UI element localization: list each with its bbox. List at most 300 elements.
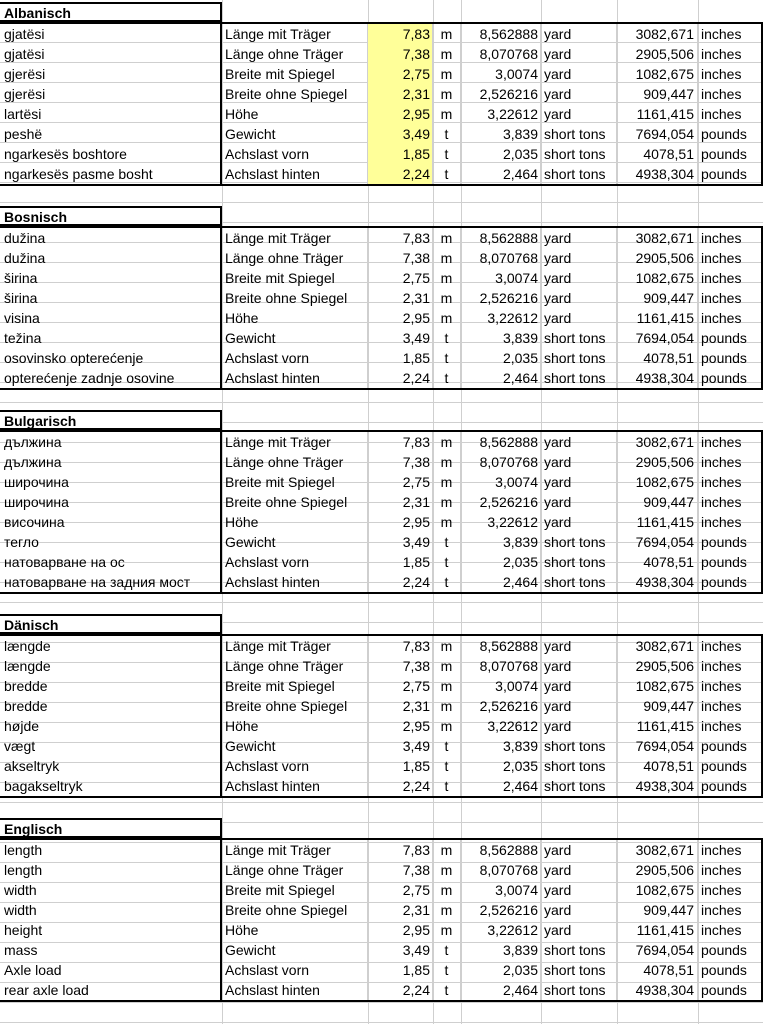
converted-value-cell[interactable]: 2,526216 <box>461 288 541 308</box>
imperial-value-cell[interactable]: 4938,304 <box>617 368 698 388</box>
metric-unit-cell[interactable]: m <box>433 880 461 900</box>
section-header-cell[interactable] <box>0 206 222 226</box>
imperial-unit-cell[interactable]: inches <box>698 452 763 472</box>
metric-value-cell[interactable]: 7,38 <box>368 452 433 472</box>
metric-value-cell[interactable]: 1,85 <box>368 756 433 776</box>
converted-unit-cell[interactable]: yard <box>541 288 617 308</box>
language-term-cell[interactable]: vægt <box>0 736 222 756</box>
imperial-unit-cell[interactable]: pounds <box>698 328 763 348</box>
imperial-value-cell[interactable]: 4938,304 <box>617 572 698 592</box>
language-term-cell[interactable]: akseltryk <box>0 756 222 776</box>
metric-unit-cell[interactable]: m <box>433 696 461 716</box>
language-term-cell[interactable]: lartësi <box>0 104 222 124</box>
metric-unit-cell[interactable]: m <box>433 248 461 268</box>
language-term-cell[interactable]: peshë <box>0 124 222 144</box>
imperial-unit-cell[interactable]: inches <box>698 676 763 696</box>
metric-value-cell[interactable]: 2,24 <box>368 368 433 388</box>
imperial-value-cell[interactable]: 909,447 <box>617 492 698 512</box>
metric-unit-cell[interactable]: m <box>433 472 461 492</box>
metric-unit-cell[interactable]: m <box>433 656 461 676</box>
converted-unit-cell[interactable]: yard <box>541 492 617 512</box>
imperial-value-cell[interactable]: 7694,054 <box>617 736 698 756</box>
imperial-value-cell[interactable]: 4078,51 <box>617 960 698 980</box>
language-term-cell[interactable]: тегло <box>0 532 222 552</box>
imperial-unit-cell[interactable]: inches <box>698 472 763 492</box>
converted-value-cell[interactable]: 2,464 <box>461 572 541 592</box>
imperial-unit-cell[interactable]: inches <box>698 104 763 124</box>
german-label-cell[interactable]: Achslast vorn <box>222 144 368 164</box>
language-term-cell[interactable]: ngarkesës boshtore <box>0 144 222 164</box>
imperial-unit-cell[interactable]: pounds <box>698 368 763 388</box>
converted-unit-cell[interactable]: yard <box>541 24 617 44</box>
imperial-unit-cell[interactable]: pounds <box>698 736 763 756</box>
imperial-value-cell[interactable]: 1161,415 <box>617 920 698 940</box>
imperial-unit-cell[interactable]: pounds <box>698 960 763 980</box>
metric-unit-cell[interactable]: m <box>433 920 461 940</box>
imperial-unit-cell[interactable]: inches <box>698 512 763 532</box>
imperial-unit-cell[interactable]: pounds <box>698 980 763 1000</box>
imperial-value-cell[interactable]: 3082,671 <box>617 636 698 656</box>
converted-unit-cell[interactable]: yard <box>541 512 617 532</box>
converted-unit-cell[interactable]: short tons <box>541 348 617 368</box>
german-label-cell[interactable]: Breite ohne Spiegel <box>222 288 368 308</box>
converted-unit-cell[interactable]: short tons <box>541 144 617 164</box>
metric-value-cell[interactable]: 7,38 <box>368 656 433 676</box>
metric-value-cell[interactable]: 7,83 <box>368 636 433 656</box>
converted-value-cell[interactable]: 3,0074 <box>461 268 541 288</box>
converted-unit-cell[interactable]: yard <box>541 248 617 268</box>
converted-value-cell[interactable]: 3,0074 <box>461 880 541 900</box>
metric-unit-cell[interactable]: m <box>433 452 461 472</box>
imperial-unit-cell[interactable]: inches <box>698 900 763 920</box>
converted-value-cell[interactable]: 8,562888 <box>461 24 541 44</box>
imperial-unit-cell[interactable]: pounds <box>698 164 763 184</box>
metric-value-cell[interactable]: 2,75 <box>368 880 433 900</box>
metric-unit-cell[interactable]: t <box>433 572 461 592</box>
converted-value-cell[interactable]: 3,839 <box>461 328 541 348</box>
converted-value-cell[interactable]: 2,526216 <box>461 696 541 716</box>
converted-unit-cell[interactable]: yard <box>541 840 617 860</box>
converted-unit-cell[interactable]: yard <box>541 452 617 472</box>
metric-unit-cell[interactable]: t <box>433 124 461 144</box>
language-term-cell[interactable]: Axle load <box>0 960 222 980</box>
converted-unit-cell[interactable]: yard <box>541 84 617 104</box>
language-term-cell[interactable]: length <box>0 860 222 880</box>
converted-value-cell[interactable]: 3,22612 <box>461 512 541 532</box>
german-label-cell[interactable]: Gewicht <box>222 940 368 960</box>
metric-unit-cell[interactable]: m <box>433 64 461 84</box>
metric-unit-cell[interactable]: m <box>433 308 461 328</box>
converted-value-cell[interactable]: 3,0074 <box>461 676 541 696</box>
converted-unit-cell[interactable]: short tons <box>541 940 617 960</box>
german-label-cell[interactable]: Höhe <box>222 308 368 328</box>
language-term-cell[interactable]: gjatësi <box>0 44 222 64</box>
german-label-cell[interactable]: Gewicht <box>222 736 368 756</box>
language-term-cell[interactable]: width <box>0 900 222 920</box>
german-label-cell[interactable]: Länge ohne Träger <box>222 452 368 472</box>
converted-value-cell[interactable]: 3,839 <box>461 124 541 144</box>
converted-value-cell[interactable]: 2,035 <box>461 756 541 776</box>
metric-unit-cell[interactable]: t <box>433 368 461 388</box>
metric-value-cell[interactable]: 2,24 <box>368 980 433 1000</box>
converted-unit-cell[interactable]: yard <box>541 900 617 920</box>
converted-value-cell[interactable]: 3,0074 <box>461 64 541 84</box>
metric-unit-cell[interactable]: m <box>433 512 461 532</box>
imperial-value-cell[interactable]: 2905,506 <box>617 656 698 676</box>
metric-unit-cell[interactable]: m <box>433 860 461 880</box>
imperial-unit-cell[interactable]: pounds <box>698 572 763 592</box>
language-term-cell[interactable]: længde <box>0 656 222 676</box>
metric-unit-cell[interactable]: t <box>433 348 461 368</box>
converted-unit-cell[interactable]: short tons <box>541 980 617 1000</box>
converted-value-cell[interactable]: 3,839 <box>461 940 541 960</box>
imperial-unit-cell[interactable]: pounds <box>698 776 763 796</box>
german-label-cell[interactable]: Höhe <box>222 716 368 736</box>
metric-unit-cell[interactable]: t <box>433 328 461 348</box>
metric-value-cell[interactable]: 2,24 <box>368 164 433 184</box>
converted-unit-cell[interactable]: short tons <box>541 572 617 592</box>
metric-value-cell[interactable]: 2,95 <box>368 716 433 736</box>
metric-value-cell[interactable]: 2,31 <box>368 492 433 512</box>
converted-unit-cell[interactable]: yard <box>541 64 617 84</box>
metric-value-cell[interactable]: 1,85 <box>368 348 433 368</box>
converted-value-cell[interactable]: 8,562888 <box>461 636 541 656</box>
metric-value-cell[interactable]: 7,38 <box>368 860 433 880</box>
german-label-cell[interactable]: Länge ohne Träger <box>222 248 368 268</box>
imperial-value-cell[interactable]: 1082,675 <box>617 676 698 696</box>
german-label-cell[interactable]: Länge mit Träger <box>222 24 368 44</box>
metric-value-cell[interactable]: 2,31 <box>368 696 433 716</box>
language-term-cell[interactable]: højde <box>0 716 222 736</box>
imperial-unit-cell[interactable]: inches <box>698 716 763 736</box>
imperial-unit-cell[interactable]: pounds <box>698 348 763 368</box>
metric-unit-cell[interactable]: m <box>433 900 461 920</box>
converted-unit-cell[interactable]: yard <box>541 656 617 676</box>
german-label-cell[interactable]: Breite mit Spiegel <box>222 64 368 84</box>
metric-unit-cell[interactable]: m <box>433 716 461 736</box>
converted-value-cell[interactable]: 2,526216 <box>461 900 541 920</box>
metric-unit-cell[interactable]: t <box>433 940 461 960</box>
german-label-cell[interactable]: Achslast hinten <box>222 368 368 388</box>
german-label-cell[interactable]: Achslast vorn <box>222 960 368 980</box>
imperial-value-cell[interactable]: 4078,51 <box>617 552 698 572</box>
language-term-cell[interactable]: širina <box>0 268 222 288</box>
metric-unit-cell[interactable]: t <box>433 960 461 980</box>
language-term-cell[interactable]: height <box>0 920 222 940</box>
converted-value-cell[interactable]: 8,070768 <box>461 44 541 64</box>
imperial-unit-cell[interactable]: inches <box>698 248 763 268</box>
language-term-cell[interactable]: osovinsko opterećenje <box>0 348 222 368</box>
imperial-unit-cell[interactable]: inches <box>698 840 763 860</box>
imperial-value-cell[interactable]: 4938,304 <box>617 776 698 796</box>
imperial-value-cell[interactable]: 1082,675 <box>617 64 698 84</box>
imperial-value-cell[interactable]: 909,447 <box>617 900 698 920</box>
converted-value-cell[interactable]: 3,22612 <box>461 104 541 124</box>
imperial-unit-cell[interactable]: pounds <box>698 552 763 572</box>
imperial-unit-cell[interactable]: inches <box>698 492 763 512</box>
language-term-cell[interactable]: dužina <box>0 228 222 248</box>
converted-value-cell[interactable]: 2,464 <box>461 164 541 184</box>
language-term-cell[interactable]: натоварване на задния мост <box>0 572 222 592</box>
converted-value-cell[interactable]: 3,839 <box>461 532 541 552</box>
metric-unit-cell[interactable]: m <box>433 288 461 308</box>
metric-unit-cell[interactable]: m <box>433 840 461 860</box>
converted-value-cell[interactable]: 3,22612 <box>461 308 541 328</box>
converted-value-cell[interactable]: 3,839 <box>461 736 541 756</box>
converted-unit-cell[interactable]: short tons <box>541 552 617 572</box>
language-term-cell[interactable]: ngarkesës pasme bosht <box>0 164 222 184</box>
imperial-value-cell[interactable]: 909,447 <box>617 696 698 716</box>
converted-unit-cell[interactable]: short tons <box>541 960 617 980</box>
imperial-value-cell[interactable]: 1161,415 <box>617 716 698 736</box>
metric-unit-cell[interactable]: t <box>433 756 461 776</box>
german-label-cell[interactable]: Gewicht <box>222 328 368 348</box>
imperial-unit-cell[interactable]: pounds <box>698 532 763 552</box>
converted-value-cell[interactable]: 2,035 <box>461 144 541 164</box>
converted-unit-cell[interactable]: yard <box>541 44 617 64</box>
converted-unit-cell[interactable]: yard <box>541 432 617 452</box>
converted-value-cell[interactable]: 8,070768 <box>461 248 541 268</box>
german-label-cell[interactable]: Gewicht <box>222 124 368 144</box>
imperial-unit-cell[interactable]: pounds <box>698 144 763 164</box>
language-term-cell[interactable]: натоварване на ос <box>0 552 222 572</box>
converted-unit-cell[interactable]: short tons <box>541 124 617 144</box>
converted-unit-cell[interactable]: yard <box>541 696 617 716</box>
language-term-cell[interactable]: mass <box>0 940 222 960</box>
converted-unit-cell[interactable]: short tons <box>541 328 617 348</box>
german-label-cell[interactable]: Breite mit Spiegel <box>222 880 368 900</box>
converted-value-cell[interactable]: 8,562888 <box>461 432 541 452</box>
metric-unit-cell[interactable]: t <box>433 532 461 552</box>
language-term-cell[interactable]: længde <box>0 636 222 656</box>
imperial-value-cell[interactable]: 2905,506 <box>617 860 698 880</box>
converted-unit-cell[interactable]: short tons <box>541 368 617 388</box>
metric-value-cell[interactable]: 7,83 <box>368 24 433 44</box>
imperial-unit-cell[interactable]: inches <box>698 920 763 940</box>
imperial-value-cell[interactable]: 1082,675 <box>617 268 698 288</box>
converted-value-cell[interactable]: 2,526216 <box>461 84 541 104</box>
language-term-cell[interactable]: width <box>0 880 222 900</box>
imperial-value-cell[interactable]: 1161,415 <box>617 308 698 328</box>
imperial-unit-cell[interactable]: inches <box>698 696 763 716</box>
metric-unit-cell[interactable]: m <box>433 636 461 656</box>
german-label-cell[interactable]: Gewicht <box>222 532 368 552</box>
metric-unit-cell[interactable]: t <box>433 776 461 796</box>
metric-value-cell[interactable]: 2,24 <box>368 776 433 796</box>
language-term-cell[interactable]: дължина <box>0 432 222 452</box>
german-label-cell[interactable]: Achslast hinten <box>222 572 368 592</box>
section-header-cell[interactable] <box>0 410 222 430</box>
german-label-cell[interactable]: Breite ohne Spiegel <box>222 900 368 920</box>
metric-unit-cell[interactable]: m <box>433 24 461 44</box>
converted-unit-cell[interactable]: yard <box>541 860 617 880</box>
german-label-cell[interactable]: Höhe <box>222 104 368 124</box>
german-label-cell[interactable]: Länge mit Träger <box>222 840 368 860</box>
metric-value-cell[interactable]: 2,75 <box>368 268 433 288</box>
imperial-value-cell[interactable]: 4078,51 <box>617 348 698 368</box>
metric-value-cell[interactable]: 2,95 <box>368 512 433 532</box>
metric-unit-cell[interactable]: m <box>433 432 461 452</box>
language-term-cell[interactable]: широчина <box>0 472 222 492</box>
german-label-cell[interactable]: Länge ohne Träger <box>222 44 368 64</box>
german-label-cell[interactable]: Breite ohne Spiegel <box>222 492 368 512</box>
german-label-cell[interactable]: Achslast vorn <box>222 348 368 368</box>
imperial-unit-cell[interactable]: inches <box>698 268 763 288</box>
metric-unit-cell[interactable]: m <box>433 268 461 288</box>
metric-unit-cell[interactable]: m <box>433 228 461 248</box>
imperial-value-cell[interactable]: 4078,51 <box>617 144 698 164</box>
imperial-unit-cell[interactable]: inches <box>698 656 763 676</box>
language-term-cell[interactable]: težina <box>0 328 222 348</box>
german-label-cell[interactable]: Breite mit Spiegel <box>222 472 368 492</box>
converted-value-cell[interactable]: 8,070768 <box>461 452 541 472</box>
imperial-unit-cell[interactable]: inches <box>698 636 763 656</box>
imperial-value-cell[interactable]: 2905,506 <box>617 452 698 472</box>
language-term-cell[interactable]: length <box>0 840 222 860</box>
converted-value-cell[interactable]: 2,035 <box>461 552 541 572</box>
imperial-value-cell[interactable]: 1082,675 <box>617 880 698 900</box>
metric-value-cell[interactable]: 2,95 <box>368 308 433 328</box>
imperial-value-cell[interactable]: 3082,671 <box>617 432 698 452</box>
converted-unit-cell[interactable]: yard <box>541 228 617 248</box>
metric-unit-cell[interactable]: m <box>433 84 461 104</box>
language-term-cell[interactable]: rear axle load <box>0 980 222 1000</box>
metric-value-cell[interactable]: 7,38 <box>368 44 433 64</box>
language-term-cell[interactable]: visina <box>0 308 222 328</box>
imperial-unit-cell[interactable]: inches <box>698 308 763 328</box>
metric-unit-cell[interactable]: t <box>433 736 461 756</box>
german-label-cell[interactable]: Breite ohne Spiegel <box>222 84 368 104</box>
imperial-value-cell[interactable]: 909,447 <box>617 84 698 104</box>
converted-value-cell[interactable]: 2,464 <box>461 368 541 388</box>
imperial-unit-cell[interactable]: inches <box>698 228 763 248</box>
imperial-value-cell[interactable]: 3082,671 <box>617 840 698 860</box>
imperial-value-cell[interactable]: 2905,506 <box>617 248 698 268</box>
imperial-unit-cell[interactable]: inches <box>698 84 763 104</box>
imperial-unit-cell[interactable]: inches <box>698 432 763 452</box>
german-label-cell[interactable]: Achslast vorn <box>222 552 368 572</box>
german-label-cell[interactable]: Achslast hinten <box>222 776 368 796</box>
converted-unit-cell[interactable]: short tons <box>541 532 617 552</box>
metric-value-cell[interactable]: 7,83 <box>368 228 433 248</box>
converted-unit-cell[interactable]: yard <box>541 676 617 696</box>
metric-value-cell[interactable]: 1,85 <box>368 960 433 980</box>
german-label-cell[interactable]: Länge mit Träger <box>222 228 368 248</box>
imperial-value-cell[interactable]: 1161,415 <box>617 512 698 532</box>
converted-value-cell[interactable]: 8,562888 <box>461 228 541 248</box>
imperial-value-cell[interactable]: 1161,415 <box>617 104 698 124</box>
imperial-unit-cell[interactable]: inches <box>698 64 763 84</box>
metric-value-cell[interactable]: 1,85 <box>368 552 433 572</box>
german-label-cell[interactable]: Achslast hinten <box>222 980 368 1000</box>
imperial-unit-cell[interactable]: inches <box>698 24 763 44</box>
metric-unit-cell[interactable]: t <box>433 144 461 164</box>
language-term-cell[interactable]: gjerësi <box>0 64 222 84</box>
german-label-cell[interactable]: Länge mit Träger <box>222 432 368 452</box>
german-label-cell[interactable]: Breite ohne Spiegel <box>222 696 368 716</box>
converted-unit-cell[interactable]: yard <box>541 472 617 492</box>
imperial-value-cell[interactable]: 909,447 <box>617 288 698 308</box>
section-header-cell[interactable] <box>0 2 222 22</box>
converted-unit-cell[interactable]: yard <box>541 308 617 328</box>
converted-unit-cell[interactable]: short tons <box>541 756 617 776</box>
metric-unit-cell[interactable]: t <box>433 980 461 1000</box>
converted-value-cell[interactable]: 2,035 <box>461 348 541 368</box>
metric-value-cell[interactable]: 3,49 <box>368 532 433 552</box>
language-term-cell[interactable]: bredde <box>0 696 222 716</box>
metric-unit-cell[interactable]: t <box>433 552 461 572</box>
imperial-value-cell[interactable]: 3082,671 <box>617 228 698 248</box>
metric-value-cell[interactable]: 3,49 <box>368 124 433 144</box>
metric-value-cell[interactable]: 3,49 <box>368 328 433 348</box>
imperial-unit-cell[interactable]: pounds <box>698 124 763 144</box>
german-label-cell[interactable]: Länge mit Träger <box>222 636 368 656</box>
section-header-cell[interactable] <box>0 818 222 838</box>
metric-value-cell[interactable]: 2,75 <box>368 472 433 492</box>
imperial-unit-cell[interactable]: pounds <box>698 940 763 960</box>
converted-unit-cell[interactable]: short tons <box>541 776 617 796</box>
language-term-cell[interactable]: bredde <box>0 676 222 696</box>
metric-value-cell[interactable]: 1,85 <box>368 144 433 164</box>
converted-unit-cell[interactable]: short tons <box>541 164 617 184</box>
language-term-cell[interactable]: širina <box>0 288 222 308</box>
converted-value-cell[interactable]: 2,035 <box>461 960 541 980</box>
german-label-cell[interactable]: Breite mit Spiegel <box>222 268 368 288</box>
imperial-unit-cell[interactable]: pounds <box>698 756 763 776</box>
metric-unit-cell[interactable]: m <box>433 104 461 124</box>
converted-value-cell[interactable]: 2,464 <box>461 980 541 1000</box>
converted-value-cell[interactable]: 8,562888 <box>461 840 541 860</box>
german-label-cell[interactable]: Höhe <box>222 920 368 940</box>
metric-value-cell[interactable]: 2,24 <box>368 572 433 592</box>
german-label-cell[interactable]: Höhe <box>222 512 368 532</box>
metric-value-cell[interactable]: 2,31 <box>368 84 433 104</box>
imperial-unit-cell[interactable]: inches <box>698 860 763 880</box>
metric-value-cell[interactable]: 2,95 <box>368 104 433 124</box>
german-label-cell[interactable]: Länge ohne Träger <box>222 656 368 676</box>
imperial-value-cell[interactable]: 4078,51 <box>617 756 698 776</box>
imperial-unit-cell[interactable]: inches <box>698 44 763 64</box>
imperial-value-cell[interactable]: 7694,054 <box>617 124 698 144</box>
language-term-cell[interactable]: gjerësi <box>0 84 222 104</box>
imperial-value-cell[interactable]: 2905,506 <box>617 44 698 64</box>
language-term-cell[interactable]: дължина <box>0 452 222 472</box>
metric-value-cell[interactable]: 7,83 <box>368 840 433 860</box>
converted-unit-cell[interactable]: yard <box>541 716 617 736</box>
converted-unit-cell[interactable]: yard <box>541 268 617 288</box>
imperial-value-cell[interactable]: 4938,304 <box>617 164 698 184</box>
metric-value-cell[interactable]: 3,49 <box>368 940 433 960</box>
metric-value-cell[interactable]: 2,31 <box>368 900 433 920</box>
language-term-cell[interactable]: dužina <box>0 248 222 268</box>
metric-value-cell[interactable]: 3,49 <box>368 736 433 756</box>
german-label-cell[interactable]: Länge ohne Träger <box>222 860 368 880</box>
converted-unit-cell[interactable]: yard <box>541 920 617 940</box>
imperial-value-cell[interactable]: 1082,675 <box>617 472 698 492</box>
metric-unit-cell[interactable]: m <box>433 44 461 64</box>
imperial-unit-cell[interactable]: inches <box>698 880 763 900</box>
converted-value-cell[interactable]: 2,464 <box>461 776 541 796</box>
metric-value-cell[interactable]: 7,38 <box>368 248 433 268</box>
converted-value-cell[interactable]: 2,526216 <box>461 492 541 512</box>
imperial-unit-cell[interactable]: inches <box>698 288 763 308</box>
language-term-cell[interactable]: широчина <box>0 492 222 512</box>
converted-value-cell[interactable]: 3,0074 <box>461 472 541 492</box>
converted-unit-cell[interactable]: yard <box>541 636 617 656</box>
german-label-cell[interactable]: Achslast vorn <box>222 756 368 776</box>
metric-value-cell[interactable]: 7,83 <box>368 432 433 452</box>
converted-unit-cell[interactable]: yard <box>541 880 617 900</box>
